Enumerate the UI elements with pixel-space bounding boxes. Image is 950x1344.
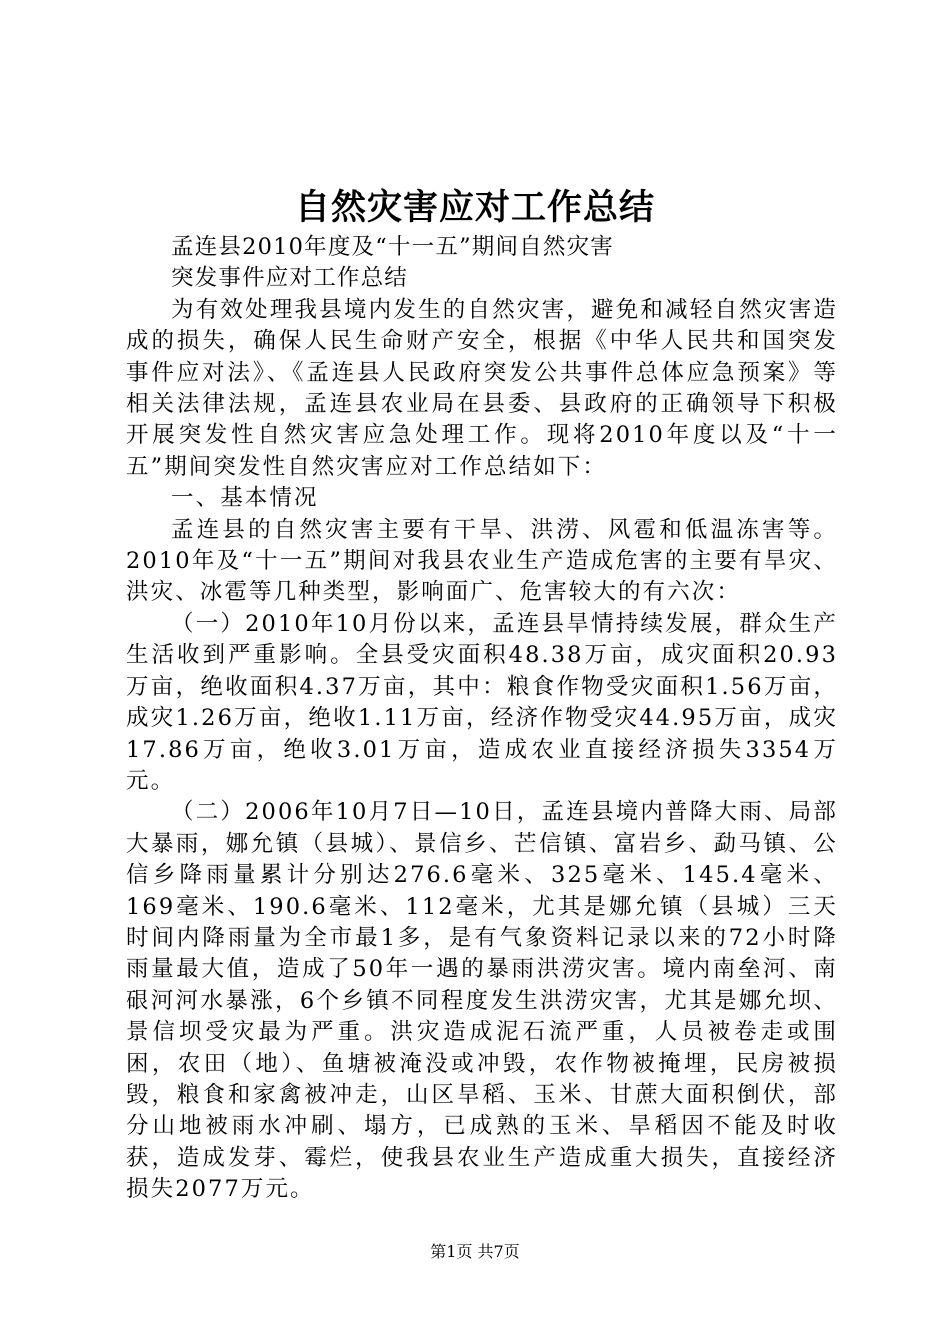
flood-paragraph: （二）2006年10月7日—10日，孟连县境内普降大雨、局部大暴雨，娜允镇（县城）、景信乡、芒信镇、富岩乡、勐马镇、公信乡降雨量累计分别达276.6毫米、325毫米、145.4毫米、169毫米、190.6毫米、112毫米，尤其是娜允镇（县城）三天时间内降雨量为全市最1多，是有气象资料记录以来的72小时降雨量最大值，造成了50年一遇的暴雨洪涝灾害。境内南垒河、南硍河河水暴涨，6个乡镇不同程度发生洪涝灾害，尤其是娜允坝、景信坝受灾最为严重。洪灾造成泥石流严重，人员被卷走或围困，农田（地）、鱼塘被淹没或冲毁，农作物被掩埋，民房被损毁，粮食和家禽被冲走，山区旱稻、玉米、甘蔗大面积倒伏，部分山地被雨水冲刷、塌方，已成熟的玉米、旱稻因不能及时收获，造成发芽、霉烂，使我县农业生产造成重大损失，直接经济损失2077万元。	[126, 799, 838, 1203]
section-heading-basic-situation: 一、基本情况	[171, 485, 319, 512]
document-body	[126, 232, 838, 1206]
intro-paragraph: 为有效处理我县境内发生的自然灾害，避免和减轻自然灾害造成的损失，确保人民生命财产安全，根据《中华人民共和国突发事件应对法》、《孟连县人民政府突发公共事件总体应急预案》等相关法律法规，孟连县农业局在县委、县政府的正确领导下积极开展突发性自然灾害应急处理工作。现将2010年度以及“十一五”期间突发性自然灾害应对工作总结如下：	[126, 296, 838, 480]
document-title: 自然灾害应对工作总结	[294, 188, 655, 228]
subtitle-line-1: 孟连县2010年度及“十一五”期间自然灾害	[171, 234, 614, 260]
overview-paragraph: 孟连县的自然灾害主要有干旱、洪涝、风雹和低温冻害等。2010年及“十一五”期间对我县农业生产造成危害的主要有旱灾、洪灾、冰雹等几种类型，影响面广、危害较大的有六次：	[126, 516, 838, 606]
drought-paragraph: （一）2010年10月份以来，孟连县旱情持续发展，群众生产生活收到严重影响。全县受灾面积48.38万亩，成灾面积20.93万亩，绝收面积4.37万亩，其中：粮食作物受灾面积1.56万亩，成灾1.26万亩，绝收1.11万亩，经济作物受灾44.95万亩，成灾17.86万亩，绝收3.01万亩，造成农业直接经济损失3354万元。	[126, 610, 838, 794]
subtitle-line-2: 突发事件应对工作总结	[171, 265, 409, 292]
page-number-footer: 第1页 共7页	[430, 1242, 520, 1261]
